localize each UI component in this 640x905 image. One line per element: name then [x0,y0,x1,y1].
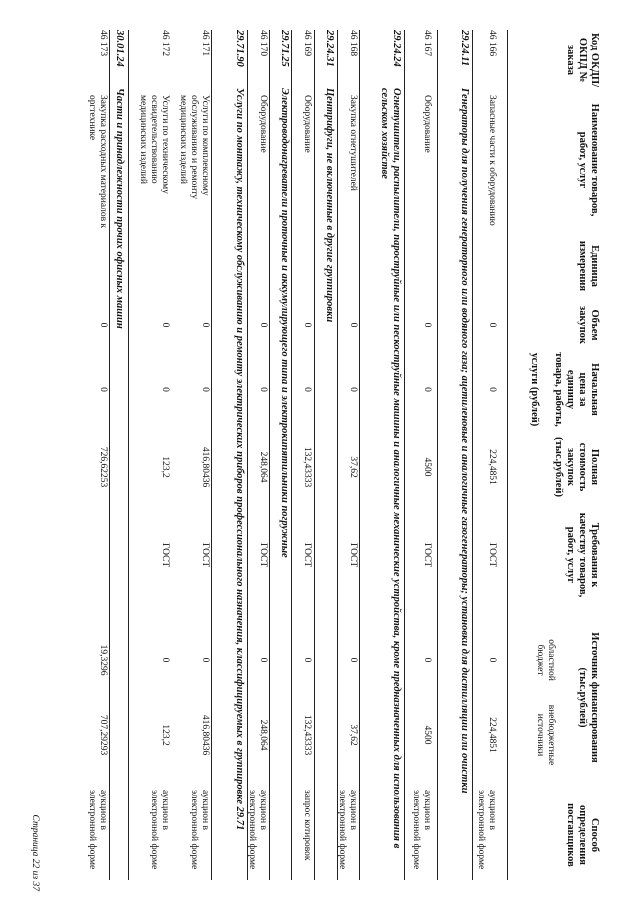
row-separator [211,30,212,880]
row-separator [337,30,338,880]
row-id: 46 170 [258,30,268,57]
row-method: аукцион в электронной форме [337,790,358,870]
row-name: Закупка огнетушителей [348,95,358,191]
row-id: 46 172 [160,30,170,57]
row-method: аукцион в электронной форме [87,790,108,870]
row-req: ГОСТ [258,542,268,568]
row-volume: 0 [258,322,268,328]
section-title: Услуги по монтажу, техническому обслуживанию и ремонту электрических приборов профессионального назначения, классифицируемых в группировке 29.71 [234,88,245,831]
row-volume: 0 [160,322,170,328]
row-volume: 0 [348,322,358,328]
row-cost: 248,064 [258,451,268,483]
row-volume: 0 [302,322,312,328]
row-cost: 726,62253 [98,446,108,488]
row-other: 123,2 [160,724,170,746]
section-title: Центрифуги, не включенные в другие группировки [324,88,335,323]
row-req: ГОСТ [302,542,312,568]
row-separator [404,30,405,880]
header-volume: Объем закупок [577,306,600,344]
header-unit: Единица измерения [577,240,600,292]
row-name: Закупка расходных материалов к оргтехнике [87,95,108,229]
row-separator [109,30,110,880]
header-source-budget: областной бюджет [535,639,556,681]
row-req: ГОСТ [200,542,210,568]
header-start-price: Начальная цена за единицу товара, работы, услуги (рублей) [529,352,600,427]
row-separator [291,30,292,880]
row-other: 4500 [422,725,432,745]
row-method: запрос котировок [302,790,312,861]
row-separator [269,30,270,880]
row-cost: 132,43333 [302,446,312,488]
row-price: 0 [200,387,210,392]
row-volume: 0 [422,322,432,328]
header-name: Наименование товаров, работ, услуг [577,103,600,217]
row-budget: 0 [302,657,312,663]
section-title: Генераторы для получения генераторного или водяного газа; ацетиленовые и аналогичные газогенераторы; установки для дистилляции или очистки [459,88,470,794]
row-id: 46 169 [302,30,312,57]
row-separator [437,30,438,880]
row-method: аукцион в электронной форме [476,790,497,870]
row-separator [128,30,129,880]
row-cost: 123,2 [160,456,170,478]
row-method: аукцион в электронной форме [189,790,210,870]
row-separator [314,30,315,880]
row-name: Оборудование [422,95,432,153]
row-budget: 19,3296 [98,644,108,676]
row-name: Оборудование [302,95,312,153]
row-volume: 0 [200,322,210,328]
row-req: ГОСТ [487,542,497,568]
row-volume: 0 [98,322,108,328]
row-method: аукцион в электронной форме [149,790,170,870]
row-cost: 4500 [422,457,432,477]
row-cost: 416,80436 [200,446,210,488]
row-budget: 0 [200,657,210,663]
row-name: Запасные части к оборудованию [487,95,497,226]
row-cost: 37,62 [348,456,358,478]
row-volume: 0 [487,322,497,328]
row-id: 46 173 [98,30,108,57]
header-full-cost: Полная стоимость закупок (тыс.рублей) [553,436,600,498]
header-method: Способ определения поставщиков [565,803,600,867]
row-req: ГОСТ [422,542,432,568]
row-name: Услуги по техническому освидетельствованию медицинских изделий [138,95,170,194]
row-method: аукцион в электронной форме [247,790,268,870]
section-title: Электроводонагреватели проточные и аккумулирующего типа и электрокипятильники погружные [279,88,290,558]
row-cost: 224,4851 [487,449,497,485]
row-req: ГОСТ [160,542,170,568]
row-other: 224,4851 [487,717,497,753]
row-price: 0 [487,387,497,392]
row-budget: 0 [160,657,170,663]
row-other: 132,43333 [302,714,312,756]
section-code: 29.24.11 [459,30,470,67]
row-budget: 0 [422,657,432,663]
row-other: 416,80436 [200,714,210,756]
header-requirements: Требования к качеству товаров, работ, услуг [565,512,600,598]
row-price: 0 [98,387,108,392]
row-separator [472,30,473,880]
row-budget: 0 [348,657,358,663]
row-id: 46 171 [200,30,210,57]
section-code: 29.24.31 [324,30,335,67]
section-code: 29.71.90 [234,30,245,67]
section-code: 29.24.24 [391,30,402,67]
row-price: 0 [258,387,268,392]
row-method: аукцион в электронной форме [411,790,432,870]
row-budget: 0 [258,657,268,663]
row-budget: 0 [487,657,497,663]
row-separator [247,30,248,880]
row-name: Услуги по комплексному обслуживанию и ремонту медицинских изделий [178,95,210,200]
row-name: Оборудование [258,95,268,153]
row-separator [359,30,360,880]
row-other: 248,064 [258,719,268,751]
header-source: Источник финансирования (тыс.рублей) [577,632,600,763]
row-id: 46 168 [348,30,358,57]
section-title: Части и принадлежности прочих офисных машин [114,88,125,329]
row-price: 0 [422,387,432,392]
row-separator [507,30,508,880]
page-footer: Страница 22 из 37 [30,814,40,891]
section-code: 30.01.24 [114,30,125,67]
row-id: 46 166 [487,30,497,57]
header-code: Код ОКДП/ ОКПД № заказа [565,32,600,88]
row-price: 0 [302,387,312,392]
section-code: 29.71.25 [279,30,290,67]
row-req: ГОСТ [348,542,358,568]
row-other: 707,29293 [98,714,108,756]
header-start-price-sub: услуги (рублей) [529,352,540,427]
row-price: 0 [348,387,358,392]
row-id: 46 167 [422,30,432,57]
row-other: 37,62 [348,724,358,746]
section-title: Огнетушители, распылители, пароструйные или пескоструйные машины и аналогичные механические устройства, кроме предназначенных для использования в сельском хозяйстве [379,88,402,849]
row-price: 0 [160,387,170,392]
header-source-other: внебюджетные источники [535,704,556,766]
